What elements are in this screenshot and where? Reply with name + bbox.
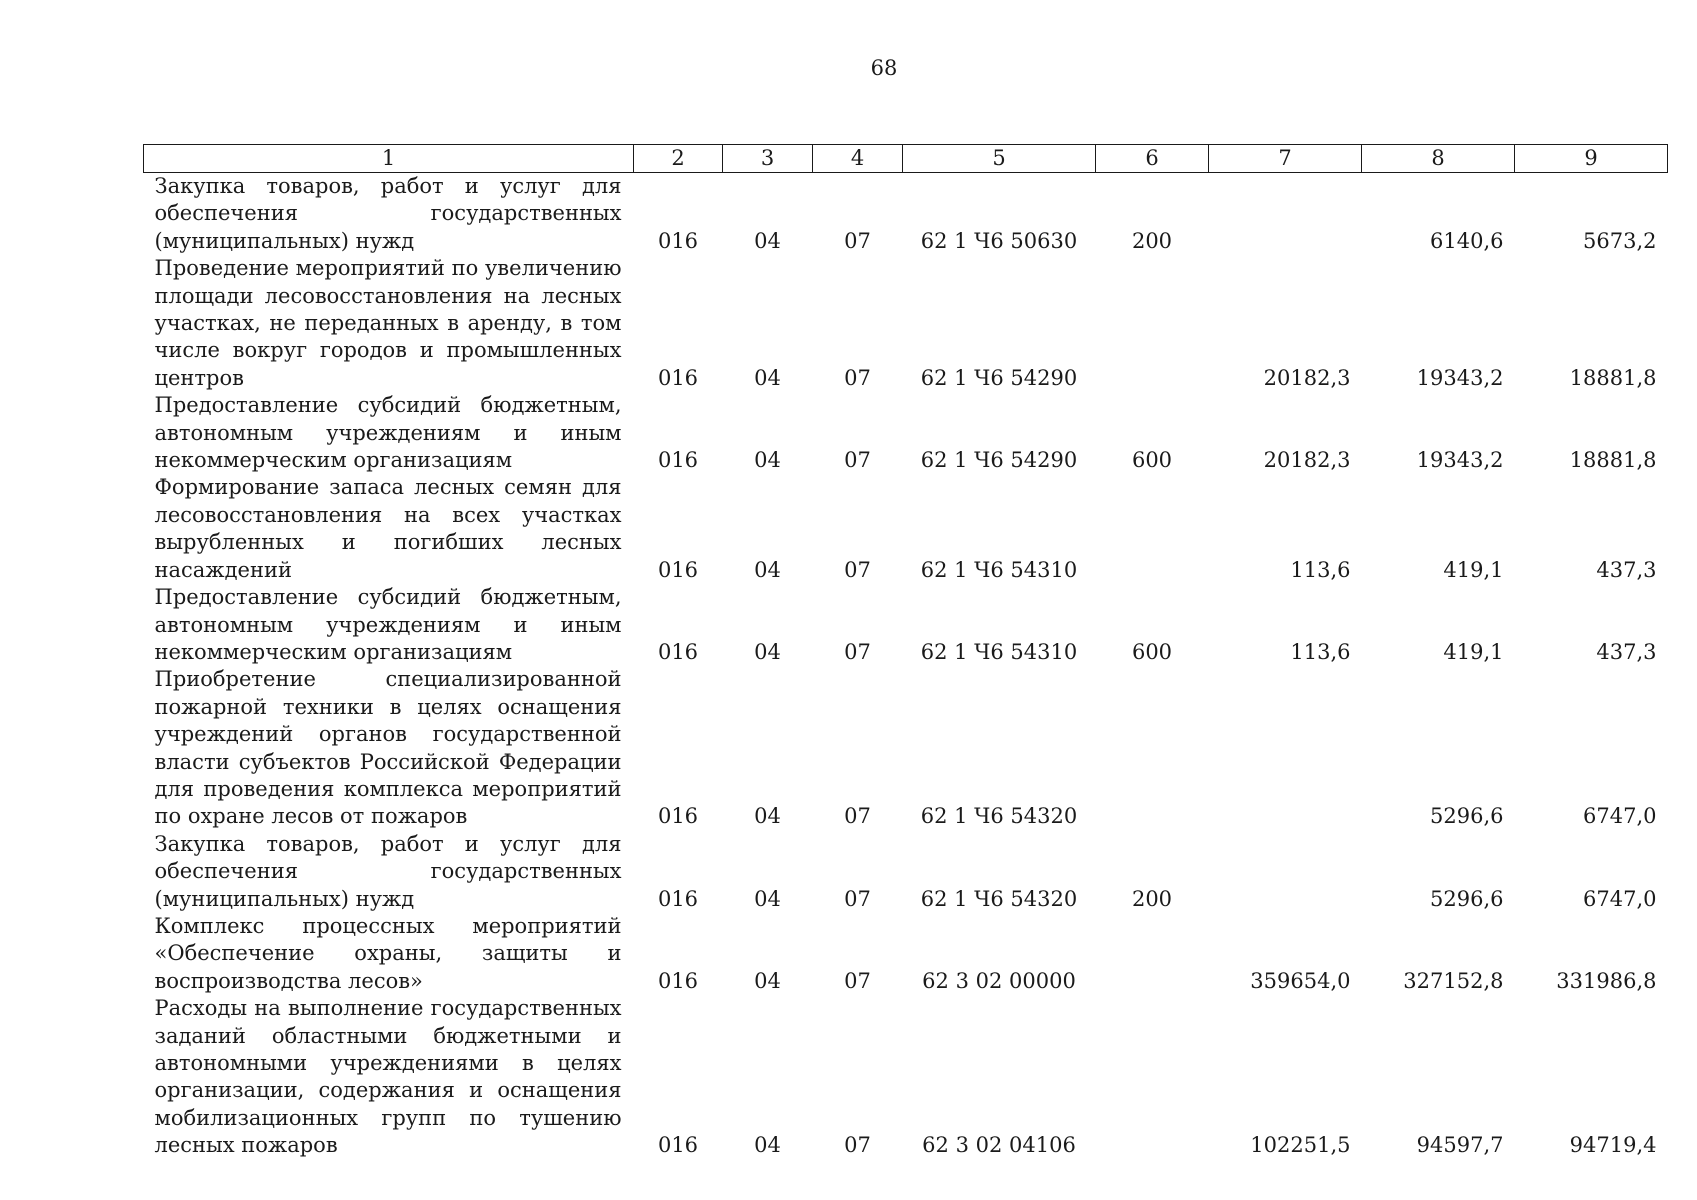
row-description: Проведение мероприятий по увеличению площади лесовосстановления на лесных участках, не переданных в аренду, в том числе вокруг городов и промышленных центров: [154, 256, 622, 390]
ministry-code: 016: [657, 557, 699, 582]
header-cell-8: 8: [1362, 145, 1515, 173]
amount-col-9: 331986,8: [1556, 968, 1657, 993]
expense-type-code: [1096, 995, 1209, 1159]
amount-col-9: 94719,4: [1569, 1133, 1657, 1158]
amount-col-9: 18881,8: [1569, 448, 1657, 473]
row-description: Комплекс процессных мероприятий «Обеспечение охраны, защиты и воспроизводства лесов»: [154, 913, 622, 993]
subsection-code: 07: [844, 557, 871, 582]
table-row: [144, 392, 1668, 474]
amount-col-8: 5296,6: [1430, 804, 1504, 829]
expense-type-code: [1096, 666, 1209, 830]
row-description: Предоставление субсидий бюджетным, автономным учреждениям и иным некоммерческим организациям: [154, 585, 622, 664]
row-description: Закупка товаров, работ и услуг для обеспечения государственных (муниципальных) нужд: [154, 831, 622, 911]
table-row: [144, 173, 1668, 256]
ministry-code: 016: [657, 365, 699, 390]
amount-col-8: 5296,6: [1430, 886, 1504, 911]
amount-col-7: 20182,3: [1263, 365, 1351, 390]
subsection-code: 07: [844, 228, 871, 253]
target-article-code: 62 1 Ч6 54310: [920, 557, 1078, 582]
amount-col-7: 113,6: [1290, 557, 1351, 582]
header-cell-7: 7: [1209, 145, 1362, 173]
header-cell-1: 1: [144, 145, 634, 173]
ministry-code: 016: [657, 886, 699, 911]
target-article-code: 62 3 02 00000: [922, 968, 1076, 993]
expense-type-code: [1096, 255, 1209, 392]
amount-col-7: 102251,5: [1250, 1133, 1351, 1158]
amount-col-7: [1209, 666, 1362, 830]
expense-type-code: 200: [1131, 228, 1173, 253]
amount-col-7: [1209, 173, 1362, 256]
amount-col-9: 5673,2: [1583, 228, 1657, 253]
table-row: [144, 474, 1668, 584]
expense-type-code: 600: [1131, 448, 1173, 473]
amount-col-8: 327152,8: [1403, 968, 1504, 993]
subsection-code: 07: [844, 365, 871, 390]
subsection-code: 07: [844, 448, 871, 473]
section-code: 04: [754, 804, 781, 829]
subsection-code: 07: [844, 639, 871, 664]
section-code: 04: [754, 886, 781, 911]
target-article-code: 62 1 Ч6 54320: [920, 804, 1078, 829]
target-article-code: 62 1 Ч6 54310: [920, 639, 1078, 664]
target-article-code: 62 1 Ч6 54320: [920, 886, 1078, 911]
ministry-code: 016: [657, 968, 699, 993]
row-description: Предоставление субсидий бюджетным, автономным учреждениям и иным некоммерческим организациям: [154, 393, 622, 473]
header-cell-2: 2: [634, 145, 723, 173]
section-code: 04: [754, 228, 781, 253]
amount-col-9: 18881,8: [1569, 365, 1657, 390]
table-row: [144, 255, 1668, 392]
expense-type-code: [1096, 474, 1209, 584]
section-code: 04: [754, 448, 781, 473]
amount-col-7: 359654,0: [1250, 968, 1351, 993]
table-row: [144, 831, 1668, 913]
table-row: [144, 666, 1668, 830]
subsection-code: 07: [844, 886, 871, 911]
expense-type-code: 200: [1131, 886, 1173, 911]
amount-col-8: 419,1: [1443, 557, 1504, 582]
header-cell-3: 3: [723, 145, 813, 173]
subsection-code: 07: [844, 968, 871, 993]
budget-table: [143, 144, 1668, 1160]
amount-col-7: [1209, 831, 1362, 913]
header-cell-9: 9: [1515, 145, 1668, 173]
ministry-code: 016: [657, 228, 699, 253]
table-header-row: [144, 145, 1668, 173]
ministry-code: 016: [657, 1133, 699, 1158]
table-row: [144, 584, 1668, 666]
amount-col-7: 20182,3: [1263, 448, 1351, 473]
target-article-code: 62 1 Ч6 50630: [920, 228, 1078, 253]
target-article-code: 62 3 02 04106: [922, 1133, 1076, 1158]
amount-col-9: 6747,0: [1583, 886, 1657, 911]
row-description: Закупка товаров, работ и услуг для обеспечения государственных (муниципальных) нужд: [154, 174, 622, 253]
header-cell-5: 5: [903, 145, 1096, 173]
ministry-code: 016: [657, 804, 699, 829]
amount-col-9: 437,3: [1596, 557, 1657, 582]
amount-col-9: 437,3: [1596, 639, 1657, 664]
header-cell-6: 6: [1096, 145, 1209, 173]
page-number: 68: [870, 56, 898, 80]
row-description: Расходы на выполнение государственных заданий областными бюджетными и автономными учреждениями в целях организации, содержания и оснащения мобилизационных групп по тушению лесных пожаров: [154, 996, 622, 1158]
section-code: 04: [754, 639, 781, 664]
amount-col-8: 6140,6: [1430, 228, 1504, 253]
amount-col-7: 113,6: [1290, 639, 1351, 664]
ministry-code: 016: [657, 639, 699, 664]
section-code: 04: [754, 968, 781, 993]
expense-type-code: [1096, 913, 1209, 995]
target-article-code: 62 1 Ч6 54290: [920, 448, 1078, 473]
header-cell-4: 4: [813, 145, 903, 173]
amount-col-8: 419,1: [1443, 639, 1504, 664]
row-description: Приобретение специализированной пожарной техники в целях оснащения учреждений органов государственной власти субъектов Российской Федерации для проведения комплекса мероприятий по охране лесов от пожаров: [154, 667, 622, 829]
expense-type-code: 600: [1131, 639, 1173, 664]
target-article-code: 62 1 Ч6 54290: [920, 365, 1078, 390]
section-code: 04: [754, 365, 781, 390]
section-code: 04: [754, 1133, 781, 1158]
amount-col-9: 6747,0: [1583, 804, 1657, 829]
ministry-code: 016: [657, 448, 699, 473]
subsection-code: 07: [844, 1133, 871, 1158]
row-description: Формирование запаса лесных семян для лесовосстановления на всех участках вырубленных и погибших лесных насаждений: [154, 475, 622, 582]
table-row: [144, 995, 1668, 1159]
amount-col-8: 19343,2: [1416, 365, 1504, 390]
amount-col-8: 94597,7: [1416, 1133, 1504, 1158]
section-code: 04: [754, 557, 781, 582]
table-row: [144, 913, 1668, 995]
amount-col-8: 19343,2: [1416, 448, 1504, 473]
subsection-code: 07: [844, 804, 871, 829]
